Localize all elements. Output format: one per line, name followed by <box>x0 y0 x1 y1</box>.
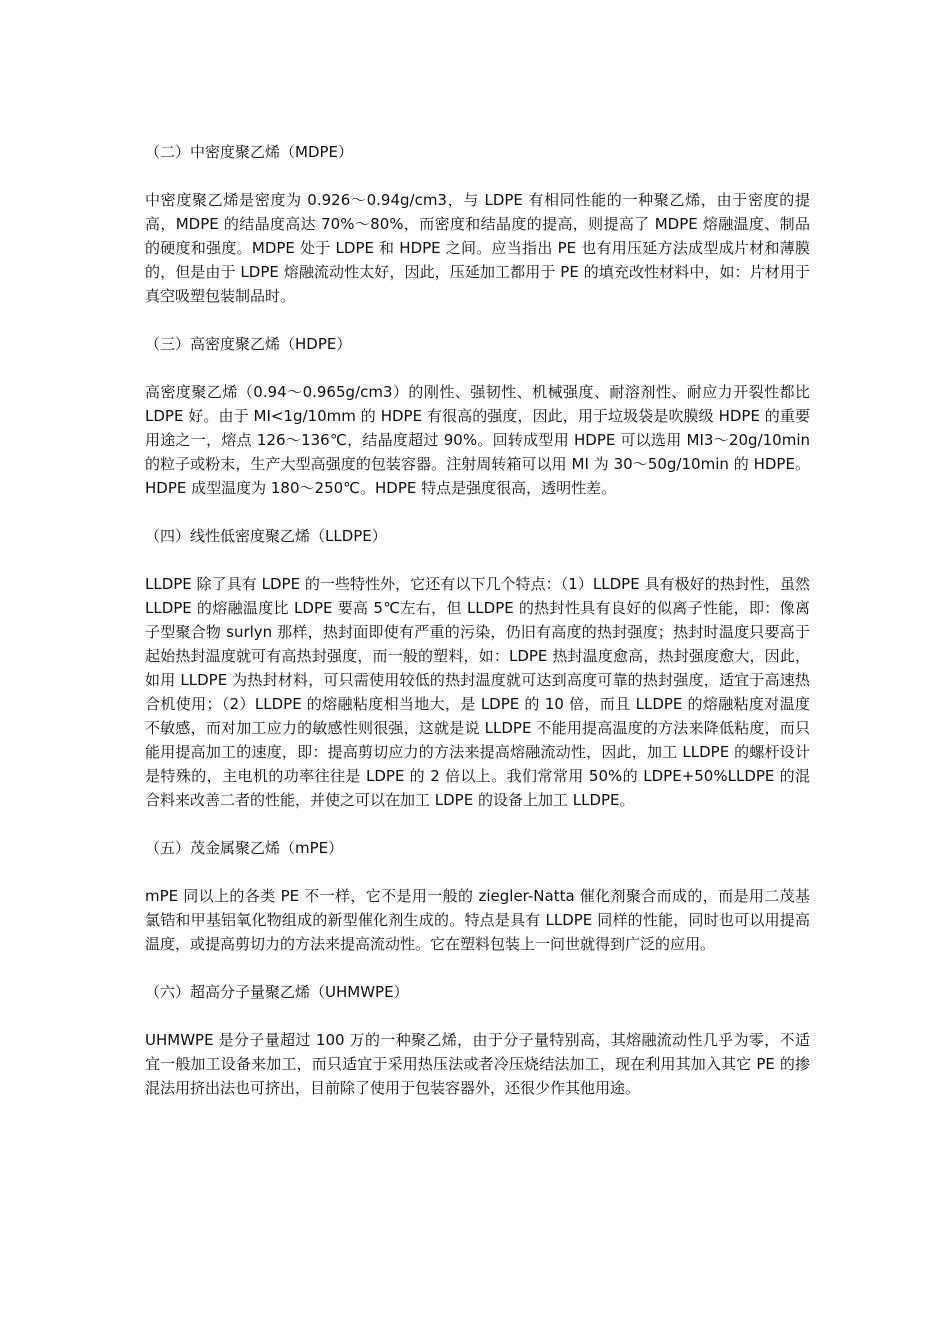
section-paragraph-lldpe: LLDPE 除了具有 LDPE 的一些特性外，它还有以下几个特点：（1）LLDPE 具有极好的热封性，虽然 LLDPE 的熔融温度比 LDPE 要高 5℃左右，但 LLDPE 的热封性具有良好的似离子性能，即：像离子型聚合物 surlyn 那样，热封面即使有严重的污染，仍旧有高度的热封强度；热封时温度只要高于起始热封温度就可有高热封强度，而一般的塑料，如：LDPE 热封温度愈高，热封强度愈大，因此，如用 LLDPE 为热封材料，可只需使用较低的热封温度就可达到高度可靠的热封强度，适宜于高速热合机使用；（2）LLDPE 的熔融粘度相当地大，是 LDPE 的 10 倍，而且 LLDPE 的熔融粘度对温度不敏感，而对加工应力的敏感性则很强，这就是说 LLDPE 不能用提高温度的方法来降低粘度，而只能用提高加工的速度，即：提高剪切应力的方法来提高熔融流动性，因此，加工 LLDPE 的螺杆设计是特殊的，主电机的功率往往是 LDPE 的 2 倍以上。我们常常用 50%的 LDPE+50%LLDPE 的混合料来改善二者的性能，并使之可以在加工 LDPE 的设备上加工 LLDPE。 <box>145 575 810 809</box>
section-paragraph-mpe: mPE 同以上的各类 PE 不一样，它不是用一般的 ziegler-Natta 催化剂聚合而成的，而是用二茂基氯锆和甲基铝氧化物组成的新型催化剂生成的。特点是具有 LLDPE 同样的性能，同时也可以用提高温度，或提高剪切力的方法来提高流动性。它在塑料包装上一问世就得到广泛的应用。 <box>145 887 810 953</box>
section-paragraph-uhmwpe: UHMWPE 是分子量超过 100 万的一种聚乙烯，由于分子量特别高，其熔融流动性几乎为零，不适宜一般加工设备来加工，而只适宜于采用热压法或者冷压烧结法加工，现在利用其加入其它 PE 的掺混法用挤出法也可挤出，目前除了使用于包装容器外，还很少作其他用途。 <box>145 1031 810 1097</box>
section-paragraph-hdpe: 高密度聚乙烯（0.94～0.965g/cm3）的刚性、强韧性、机械强度、耐溶剂性、耐应力开裂性都比 LDPE 好。由于 MI<1g/10mm 的 HDPE 有很高的强度，因此，用于垃圾袋是吹膜级 HDPE 的重要用途之一，熔点 126～136℃，结晶度超过 90%。回转成型用 HDPE 可以选用 MI3～20g/10min 的粒子或粉末，生产大型高强度的包装容器。注射周转箱可以用 MI 为 30～50g/10min 的 HDPE。HDPE 成型温度为 180～250℃。HDPE 特点是强度很高，透明性差。 <box>145 383 810 497</box>
section-paragraph-mdpe: 中密度聚乙烯是密度为 0.926～0.94g/cm3，与 LDPE 有相同性能的一种聚乙烯，由于密度的提高，MDPE 的结晶度高达 70%～80%，而密度和结晶度的提高，则提高了 MDPE 熔融温度、制品的硬度和强度。MDPE 处于 LDPE 和 HDPE 之间。应当指出 PE 也有用压延方法成型成片材和薄膜的，但是由于 LDPE 熔融流动性太好，因此，压延加工都用于 PE 的填充改性材料中，如：片材用于真空吸塑包装制品时。 <box>145 191 810 305</box>
section-heading-hdpe: （三）高密度聚乙烯（HDPE） <box>145 335 352 353</box>
section-heading-mdpe: （二）中密度聚乙烯（MDPE） <box>145 143 354 161</box>
section-heading-uhmwpe: （六）超高分子量聚乙烯（UHMWPE） <box>145 983 409 1001</box>
document-body <box>145 140 810 1124</box>
section-heading-lldpe: （四）线性低密度聚乙烯（LLDPE） <box>145 527 387 545</box>
section-heading-mpe: （五）茂金属聚乙烯（mPE） <box>145 839 344 857</box>
